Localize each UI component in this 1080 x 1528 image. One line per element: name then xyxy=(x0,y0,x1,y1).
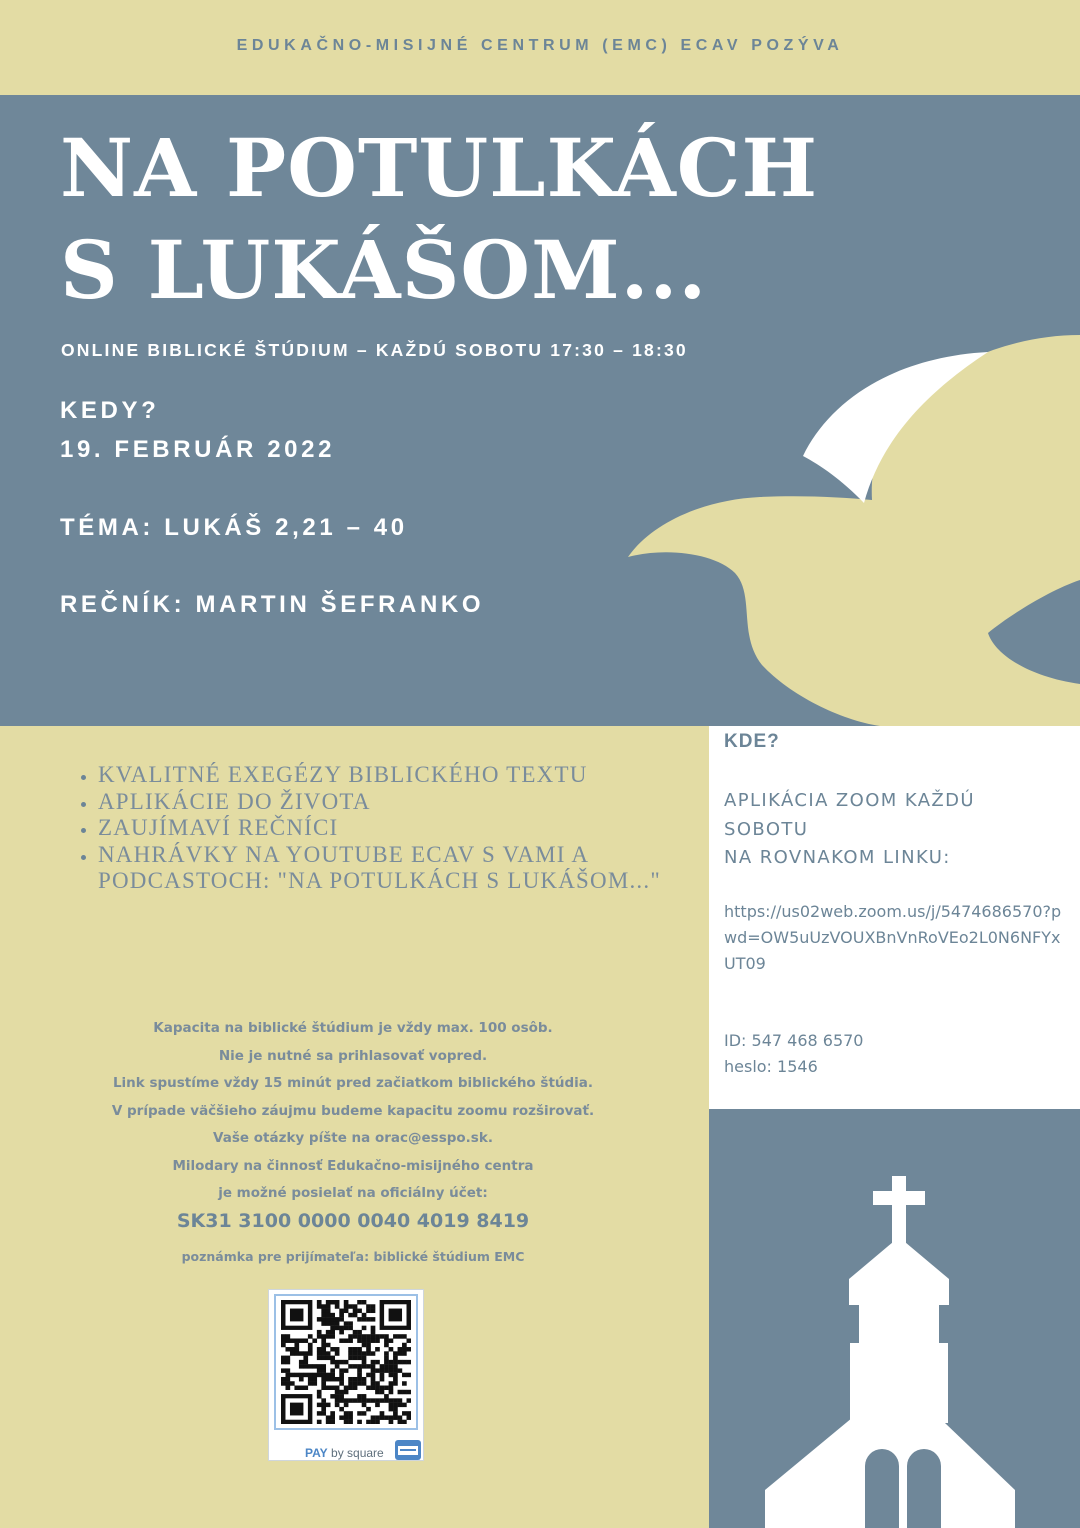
church-panel xyxy=(709,1109,1080,1528)
pay-rest: by square xyxy=(327,1446,384,1460)
event-title xyxy=(60,117,818,321)
where-line-2: SOBOTU xyxy=(724,818,809,840)
meeting-id: ID: 547 468 6570 xyxy=(724,1031,864,1050)
note-line: Kapacita na biblické štúdium je vždy max. 100 osôb. xyxy=(153,1020,553,1036)
event-subtitle: ONLINE BIBLICKÉ ŠTÚDIUM – KAŽDÚ SOBOTU 17:30 – 18:30 xyxy=(61,340,688,360)
where-line-3: NA ROVNAKOM LINKU: xyxy=(724,847,951,868)
feature-item: • ZAUJÍMAVÍ REČNÍCI xyxy=(98,815,698,842)
where-line-1: APLIKÁCIA ZOOM KAŽDÚ xyxy=(724,790,975,811)
payment-note: poznámka pre prijímateľa: biblické štúdium EMC xyxy=(181,1249,525,1264)
event-speaker: REČNÍK: MARTIN ŠEFRANKO xyxy=(60,591,485,618)
meeting-credentials xyxy=(724,1028,863,1080)
organization-title: EDUKAČNO-MISIJNÉ CENTRUM (EMC) ECAV POZÝVA xyxy=(236,37,844,54)
notes-block xyxy=(40,1015,666,1208)
qr-code-icon xyxy=(281,1300,411,1424)
meeting-password: heslo: 1546 xyxy=(724,1057,818,1076)
where-label: KDE? xyxy=(724,731,780,752)
feature-item: • KVALITNÉ EXEGÉZY BIBLICKÉHO TEXTU xyxy=(98,762,698,789)
note-line: Link spustíme vždy 15 minút pred začiatkom biblického štúdia. xyxy=(112,1075,594,1091)
event-title-line-2: S LUKÁŠOM... xyxy=(60,223,708,317)
bank-account-iban: SK31 3100 0000 0040 4019 8419 xyxy=(176,1210,530,1232)
when-label: KEDY? xyxy=(60,397,160,424)
note-line: V prípade väčšieho záujmu budeme kapacitu zoomu rozširovať. xyxy=(111,1102,595,1119)
note-line: Vaše otázky píšte na orac@esspo.sk. xyxy=(213,1130,493,1146)
where-card xyxy=(709,726,1080,1109)
feature-item: • NAHRÁVKY NA YOUTUBE ECAV S VAMI A PODCASTOCH: "NA POTULKÁCH S LUKÁŠOM..." xyxy=(98,842,698,895)
pay-by-square-card[interactable] xyxy=(268,1289,424,1461)
features-list xyxy=(74,762,698,895)
where-description xyxy=(724,787,1069,873)
note-line: Milodary na činnosť Edukačno-misijného centra xyxy=(172,1157,534,1174)
church-icon xyxy=(709,1109,1080,1528)
payment-card-icon xyxy=(395,1440,421,1460)
pay-word: PAY xyxy=(305,1446,328,1460)
event-date: 19. FEBRUÁR 2022 xyxy=(60,436,336,463)
hero-section xyxy=(0,95,1080,726)
note-line: Nie je nutné sa prihlasovať vopred. xyxy=(218,1047,488,1064)
event-title-line-1: NA POTULKÁCH xyxy=(60,121,819,215)
zoom-link[interactable]: https://us02web.zoom.us/j/5474686570?pwd=OW5uUzVOUXBnVnRoVEo2L0N6NFYxUT09 xyxy=(724,902,1062,973)
event-topic: TÉMA: LUKÁŠ 2,21 – 40 xyxy=(60,514,408,541)
pay-by-square-label xyxy=(305,1446,384,1460)
feature-item: • APLIKÁCIE DO ŽIVOTA xyxy=(98,789,698,816)
note-line: je možné posielať na oficiálny účet: xyxy=(218,1185,488,1201)
